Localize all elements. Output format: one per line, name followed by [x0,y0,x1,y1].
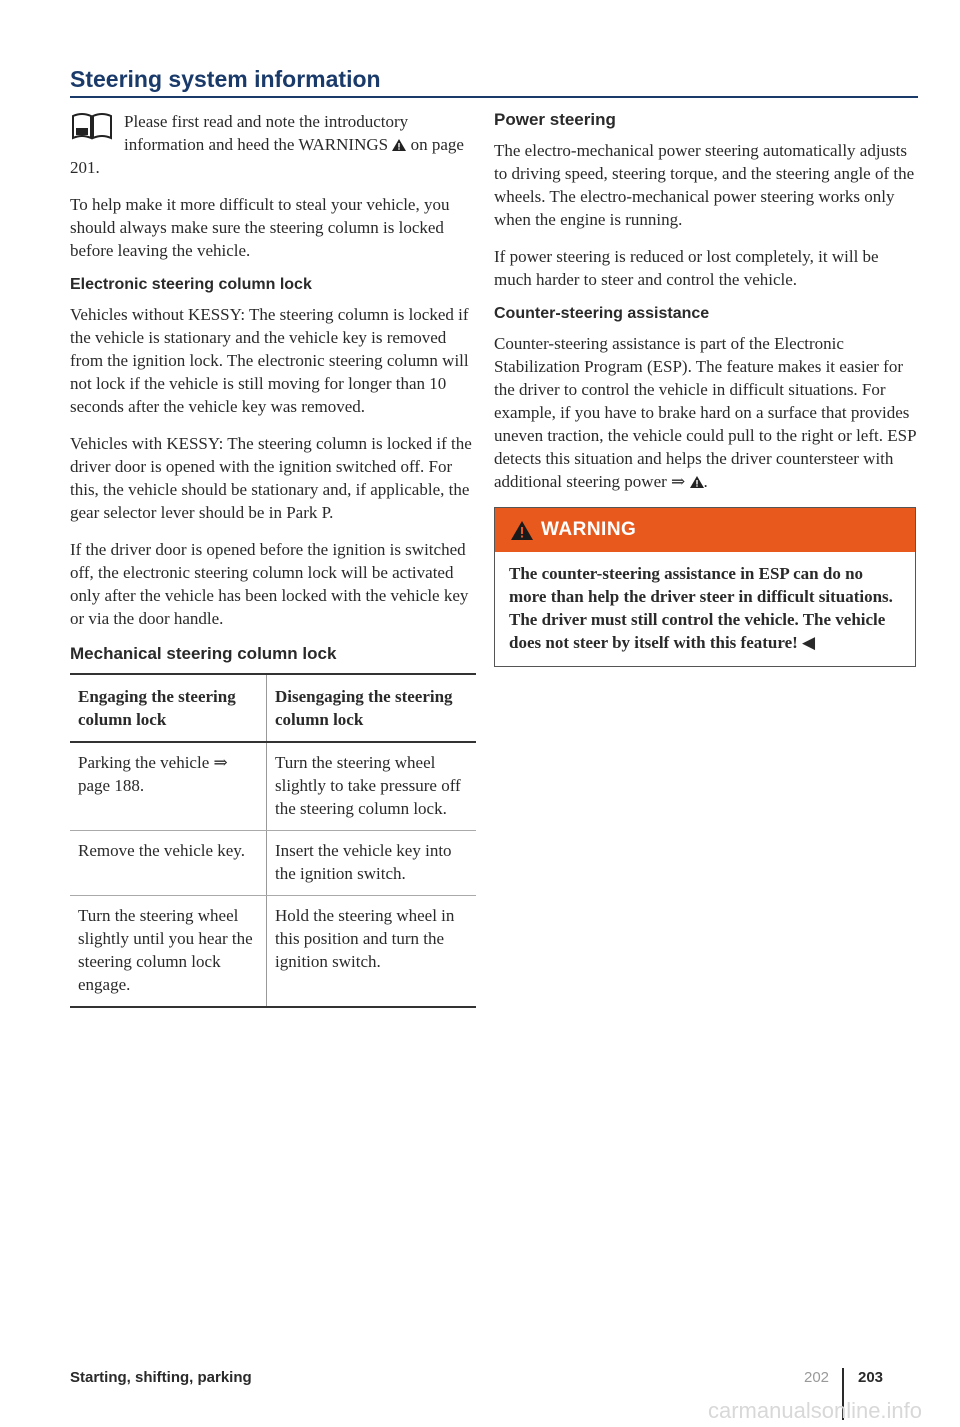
table-row [70,831,476,896]
power-loss-paragraph: If power steering is reduced or lost completely, it will be much harder to steer and control the vehicle. [494,247,879,289]
steering-lock-table [70,673,476,1008]
warning-triangle-icon [392,139,406,151]
table-cell: Turn the steering wheel slightly to take pressure off the steering column lock. [267,742,477,831]
warning-text: The counter-steering assistance in ESP can do no more than help the driver steer in difficult situations. The driver must still control the vehicle. The vehicle does not steer by itself with this feature! ◀ [509,564,893,652]
table-cell: Remove the vehicle key. [70,831,267,896]
header-divider [70,96,918,98]
heading-electronic-lock: Electronic steering column lock [70,276,312,293]
warning-triangle-icon [511,521,533,540]
watermark: carmanualsonline.info [708,1398,923,1423]
table-cell: Turn the steering wheel slightly until you hear the steering column lock engage. [70,896,267,1008]
table-row [70,742,476,831]
power-steering-paragraph: The electro-mechanical power steering automatically adjusts to driving speed, steering torque, and the steering angle of the wheels. The electro-mechanical power steering works only when the engine is running. [494,141,915,229]
warning-box [494,507,916,667]
driver-door-paragraph: If the driver door is opened before the ignition is switched off, the electronic steering column lock will be activated only after the vehicle has been locked with the vehicle key or via the door handle. [70,540,469,628]
warning-triangle-icon [690,476,704,488]
intro-paragraph [70,110,476,179]
page-number-left: 202 [804,1369,830,1386]
page-number-right: 203 [858,1369,884,1386]
heading-power-steering: Power steering [494,110,616,129]
counter-steering-text: Counter-steering assistance is part of the Electronic Stabilization Program (ESP). The feature makes it easier for the driver to control the vehicle in difficult situations. For example, if you have to brake hard on a surface that provides uneven traction, the vehicle could pull to the right or left. ESP detects this situation and helps the driver countersteer with additional steering power ⇒ [494,334,916,491]
intro-page-ref: on page 201. [70,135,464,177]
footer-section-title: Starting, shifting, parking [70,1369,252,1386]
table-cell: Parking the vehicle ⇒ page 188. [70,742,267,831]
right-column [494,110,916,667]
heading-counter-steering: Counter-steering assistance [494,305,710,322]
table-header-row [70,674,476,742]
counter-steering-paragraph: Counter-steering assistance is part of the Electronic Stabilization Program (ESP). The feature makes it easier for the driver to control the vehicle in difficult situations. For example, if you have to brake hard on a surface that provides uneven traction, the vehicle could pull to the right or left. ESP detects this situation and helps the driver countersteer with additional steering power ⇒ . [494,334,916,491]
theft-paragraph: To help make it more difficult to steal your vehicle, you should always make sure the steering column is locked before leaving the vehicle. [70,195,450,260]
page-title: Steering system information [70,66,381,92]
left-column [70,110,476,1008]
kessy-without-paragraph: Vehicles without KESSY: The steering column is locked if the vehicle is stationary and the vehicle key is removed from the ignition lock. The electronic steering column will not lock if the vehicle is still moving for longer than 10 seconds after the vehicle key was removed. [70,305,469,416]
warning-label: WARNING [541,519,637,540]
table-cell: Insert the vehicle key into the ignition switch. [267,831,477,896]
intro-text: Please first read and note the introductory information and heed the WARNINGS [124,112,409,154]
table-row [70,896,476,1008]
table-header-disengaging: Disengaging the steering column lock [267,674,477,742]
table-cell: Hold the steering wheel in this position and turn the ignition switch. [267,896,477,1008]
table-header-engaging: Engaging the steering column lock [70,674,267,742]
book-icon [70,112,114,140]
heading-mechanical-lock: Mechanical steering column lock [70,644,337,663]
warning-header [495,508,915,552]
kessy-with-paragraph: Vehicles with KESSY: The steering column is locked if the driver door is opened with the ignition switched off. For this, the vehicle should be stationary and, if applicable, the gear selector lever should be in Park P. [70,434,472,522]
